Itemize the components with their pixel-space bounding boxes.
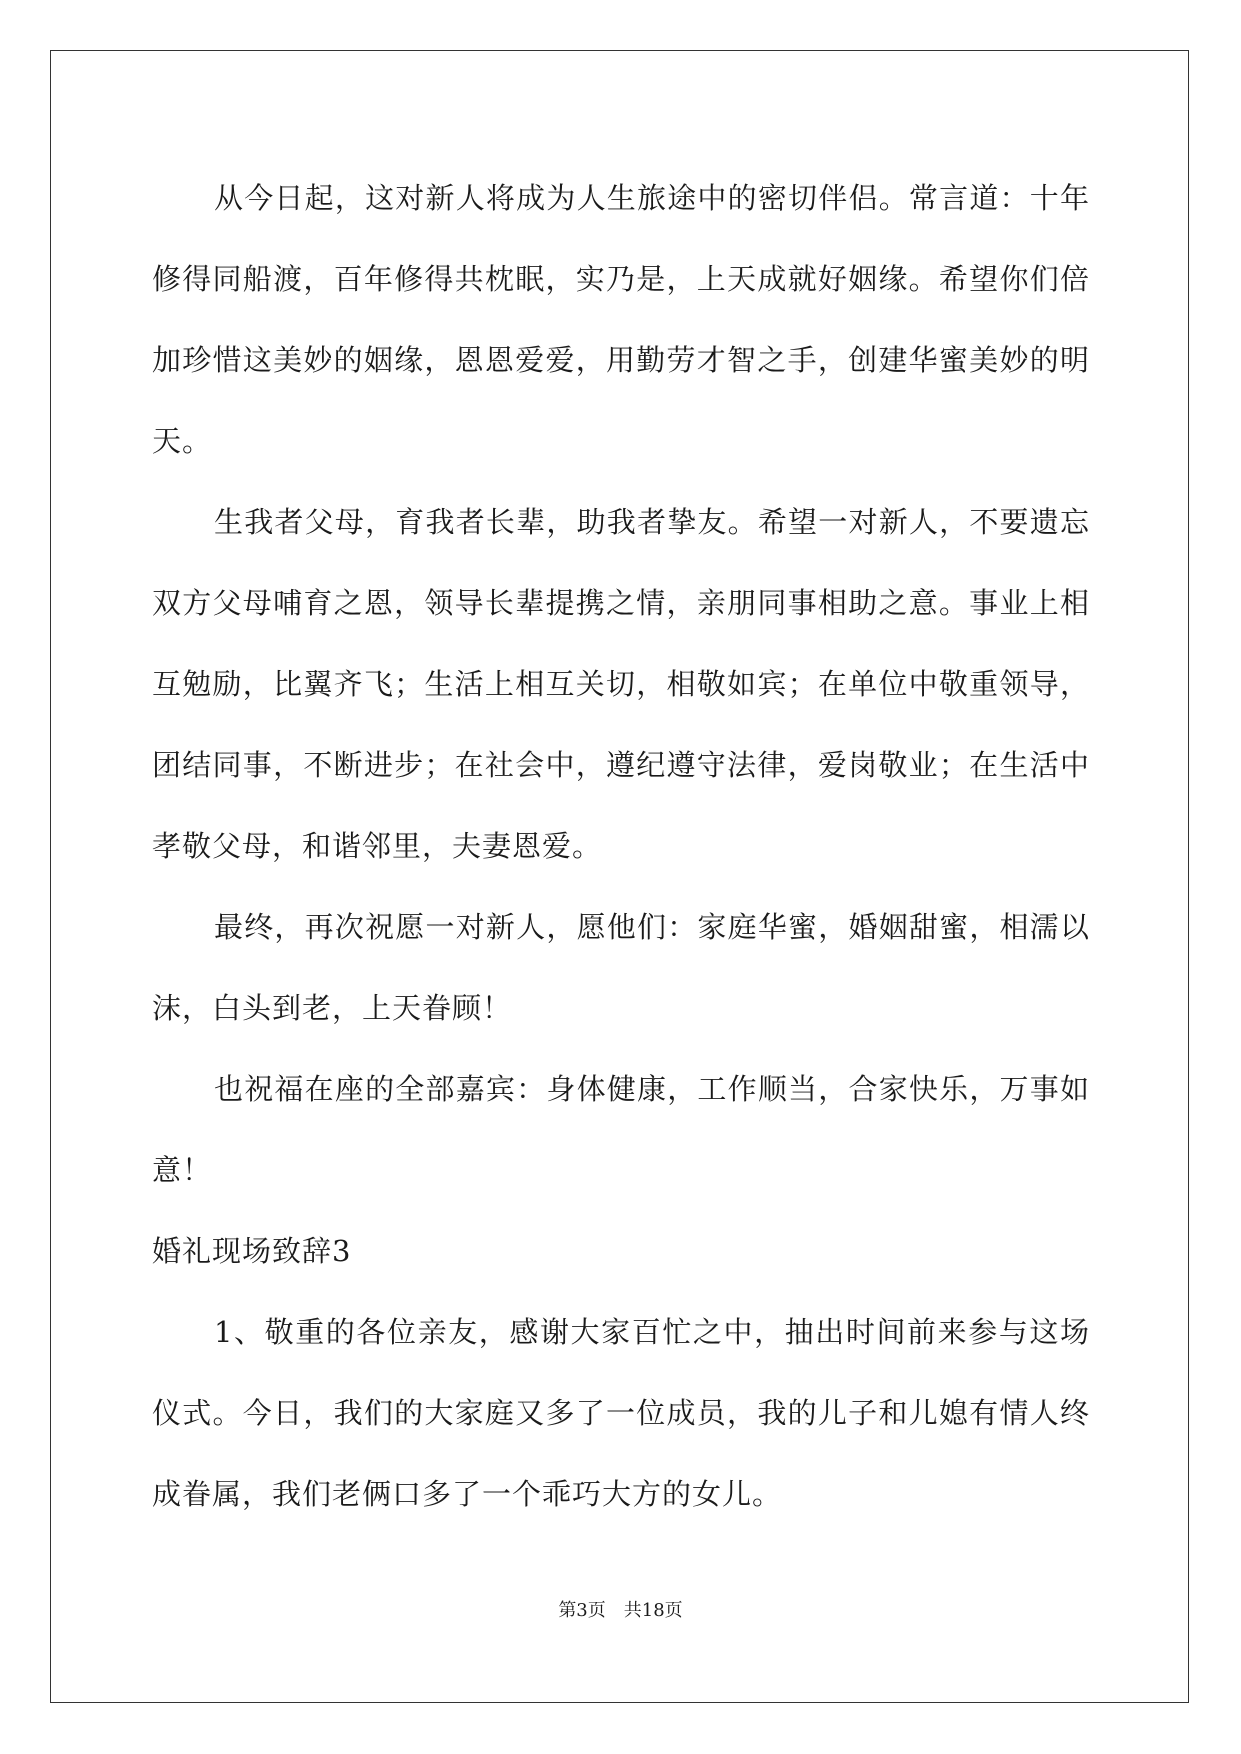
page-number: 第3页 — [558, 1600, 606, 1621]
page-footer — [0, 1596, 1241, 1622]
paragraph-2: 生我者父母，育我者长辈，助我者挚友。希望一对新人，不要遗忘双方父母哺育之恩，领导长辈提携之情，亲朋同事相助之意。事业上相互勉励，比翼齐飞；生活上相互关切，相敬如宾；在单位中敬重领导，团结同事，不断进步；在社会中，遵纪遵守法律，爱岗敬业；在生活中孝敬父母，和谐邻里，夫妻恩爱。 — [152, 505, 1090, 863]
paragraph-4: 也祝福在座的全部嘉宾：身体健康，工作顺当，合家快乐，万事如意！ — [152, 1072, 1090, 1187]
section-paragraph-1: 1、敬重的各位亲友，感谢大家百忙之中，抽出时间前来参与这场仪式。今日，我们的大家庭又多了一位成员，我的儿子和儿媳有情人终成眷属，我们老俩口多了一个乖巧大方的女儿。 — [152, 1315, 1090, 1511]
paragraph-1: 从今日起，这对新人将成为人生旅途中的密切伴侣。常言道：十年修得同船渡，百年修得共枕眠，实乃是，上天成就好姻缘。希望你们倍加珍惜这美妙的姻缘，恩恩爱爱，用勤劳才智之手，创建华蜜美妙的明天。 — [152, 181, 1090, 458]
section-heading: 婚礼现场致辞3 — [152, 1234, 352, 1268]
document-body — [152, 158, 1090, 1535]
page-total: 共18页 — [623, 1600, 683, 1621]
paragraph-3: 最终，再次祝愿一对新人，愿他们：家庭华蜜，婚姻甜蜜，相濡以沫，白头到老，上天眷顾！ — [152, 910, 1090, 1025]
